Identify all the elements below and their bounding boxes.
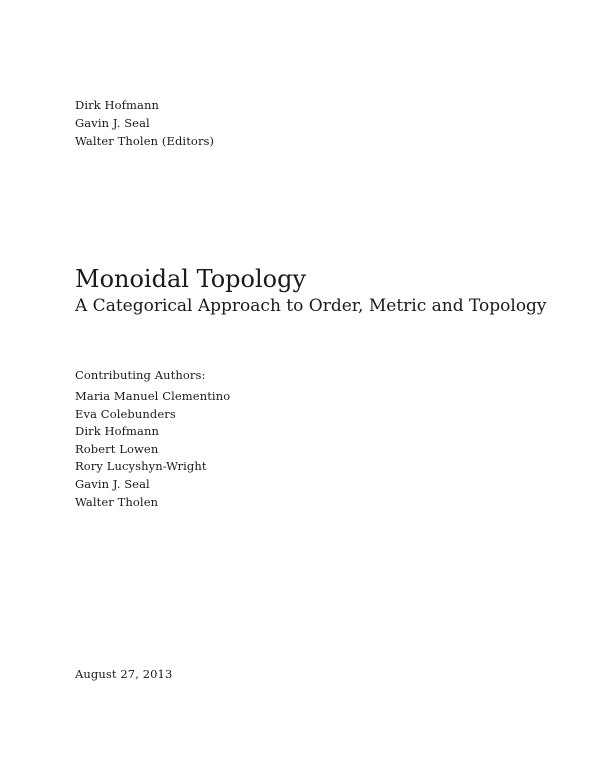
author-name: Walter Tholen: [75, 494, 159, 509]
publication-date: August 27, 2013: [75, 667, 173, 681]
title-block: [75, 264, 547, 318]
author-name: Rory Lucyshyn-Wright: [75, 459, 207, 474]
authors-list: [75, 388, 230, 511]
author-name: Gavin J. Seal: [75, 476, 150, 491]
contributing-authors-heading: Contributing Authors:: [75, 368, 206, 382]
author-name: Maria Manuel Clementino: [75, 389, 231, 403]
book-title: Monoidal Topology: [75, 265, 307, 293]
editor-name: Gavin J. Seal: [75, 116, 150, 130]
author-name: Robert Lowen: [75, 441, 159, 456]
editors-list: [75, 96, 214, 150]
editor-name: Walter Tholen (Editors): [75, 134, 215, 148]
editor-name: Dirk Hofmann: [75, 98, 160, 112]
book-subtitle: A Categorical Approach to Order, Metric and Topology: [75, 296, 547, 316]
author-name: Eva Colebunders: [75, 406, 176, 421]
author-name: Dirk Hofmann: [75, 424, 160, 439]
